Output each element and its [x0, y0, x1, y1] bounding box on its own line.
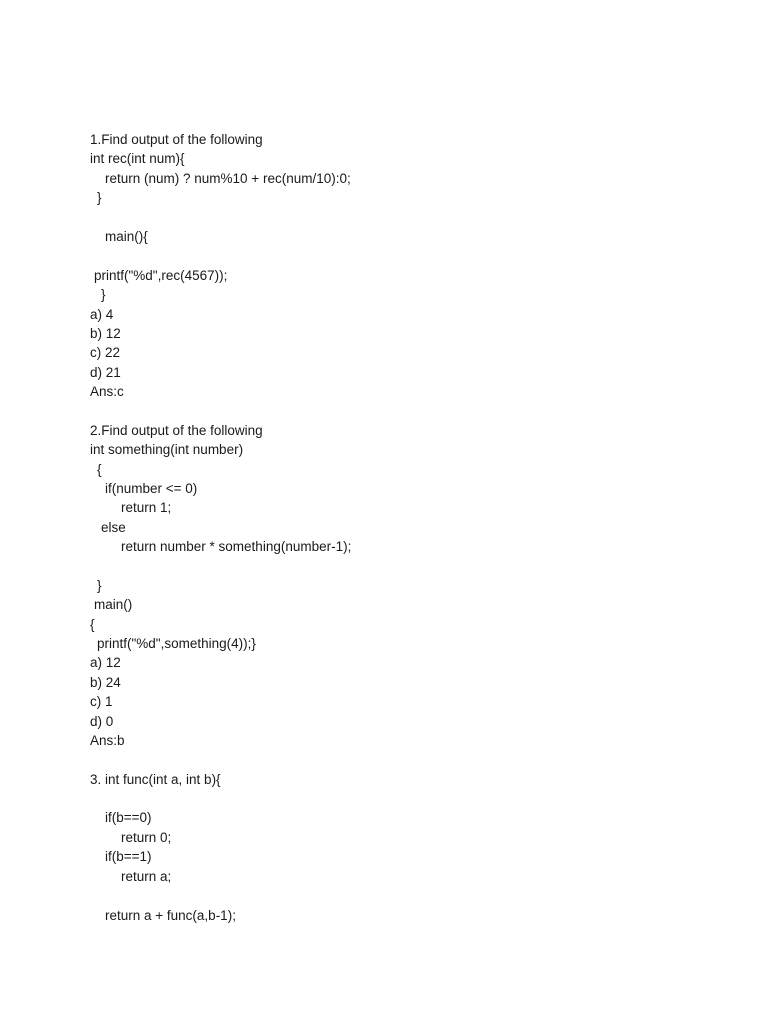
code-line: int something(int number) — [90, 442, 244, 457]
code-line: { — [90, 617, 95, 632]
code-line: } — [97, 190, 102, 205]
option-c: c) 22 — [90, 345, 121, 360]
option-c: c) 1 — [90, 694, 113, 709]
code-line: main() — [94, 597, 133, 612]
question-3-title: 3. int func(int a, int b){ — [90, 772, 221, 787]
code-line: if(b==0) — [105, 810, 152, 825]
option-a: a) 12 — [90, 655, 121, 670]
question-2-title: 2.Find output of the following — [90, 423, 263, 438]
option-d: d) 21 — [90, 365, 121, 380]
code-line: { — [97, 462, 102, 477]
code-line: int rec(int num){ — [90, 151, 185, 166]
code-line: printf("%d",something(4));} — [97, 636, 256, 651]
code-line: return number * something(number-1); — [121, 539, 352, 554]
option-a: a) 4 — [90, 307, 114, 322]
option-b: b) 12 — [90, 326, 121, 341]
code-line: if(number <= 0) — [105, 481, 198, 496]
code-line: return (num) ? num%10 + rec(num/10):0; — [105, 171, 351, 186]
option-b: b) 24 — [90, 675, 121, 690]
code-line: printf("%d",rec(4567)); — [94, 268, 228, 283]
code-line: main(){ — [105, 229, 148, 244]
answer: Ans:b — [90, 733, 125, 748]
code-line: if(b==1) — [105, 849, 152, 864]
code-line: return a; — [121, 869, 172, 884]
code-line: else — [101, 520, 126, 535]
code-line: } — [97, 578, 102, 593]
code-line: } — [101, 287, 106, 302]
question-1-title: 1.Find output of the following — [90, 132, 263, 147]
option-d: d) 0 — [90, 714, 114, 729]
code-line: return 0; — [121, 830, 172, 845]
code-line: return 1; — [121, 500, 172, 515]
answer: Ans:c — [90, 384, 124, 399]
code-line: return a + func(a,b-1); — [105, 908, 236, 923]
